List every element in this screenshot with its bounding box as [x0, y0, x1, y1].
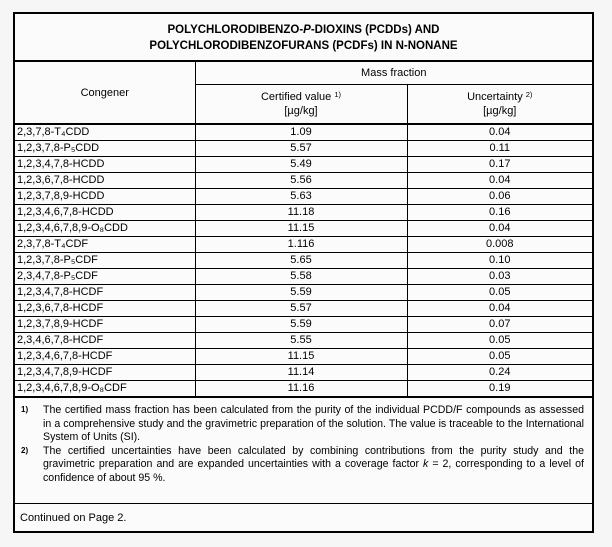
- congener-cell: 2,3,7,8-T₄CDD: [15, 124, 195, 141]
- table-row: [15, 269, 592, 285]
- certified-value-cell: 5.63: [195, 189, 407, 205]
- footnote-2-text-post: = 2, corresponding to a level of confidence of about 95 %.: [43, 458, 584, 484]
- table-row: [15, 124, 592, 141]
- uncertainty-cell: 0.03: [407, 269, 592, 285]
- uncertainty-cell: 0.04: [407, 221, 592, 237]
- congener-cell: 1,2,3,4,7,8,9-HCDF: [15, 365, 195, 381]
- uncertainty-cell: 0.17: [407, 157, 592, 173]
- congener-cell: 1,2,3,7,8,9-HCDF: [15, 317, 195, 333]
- uncertainty-cell: 0.24: [407, 365, 592, 381]
- footnote-1-ref: 1): [334, 89, 342, 99]
- congener-cell: 1,2,3,4,7,8-HCDD: [15, 157, 195, 173]
- title-line1-pre: POLYCHLORODIBENZO-: [167, 24, 304, 36]
- mass-fraction-header: Mass fraction: [195, 62, 592, 84]
- table-row: [15, 189, 592, 205]
- certified-value-cell: 5.56: [195, 173, 407, 189]
- certified-value-cell: 5.59: [195, 317, 407, 333]
- table-row: [15, 221, 592, 237]
- uncertainty-cell: 0.04: [407, 124, 592, 141]
- uncertainty-cell: 0.008: [407, 237, 592, 253]
- congener-cell: 1,2,3,4,7,8-HCDF: [15, 285, 195, 301]
- uncertainty-label: Uncertainty: [467, 90, 523, 103]
- uncertainty-cell: 0.04: [407, 301, 592, 317]
- header-row-mass-fraction: [15, 62, 592, 84]
- uncertainty-cell: 0.07: [407, 317, 592, 333]
- table-row: [15, 317, 592, 333]
- footnote-1: [21, 404, 584, 445]
- certificate-table-frame: [13, 12, 594, 533]
- congener-cell: 1,2,3,4,6,7,8-HCDF: [15, 349, 195, 365]
- certified-value-cell: 5.57: [195, 141, 407, 157]
- table-row: [15, 205, 592, 221]
- footnote-2-marker: 2): [21, 445, 29, 455]
- congener-cell: 2,3,4,7,8-P₅CDF: [15, 269, 195, 285]
- congener-cell: 1,2,3,4,6,7,8,9-O₈CDF: [15, 381, 195, 397]
- uncertainty-cell: 0.16: [407, 205, 592, 221]
- certified-value-cell: 5.57: [195, 301, 407, 317]
- page-title: [15, 14, 592, 62]
- certified-value-cell: 1.09: [195, 124, 407, 141]
- uncertainty-header: [407, 84, 592, 124]
- table-row: [15, 349, 592, 365]
- footnote-2: [21, 445, 584, 486]
- certified-value-cell: 5.65: [195, 253, 407, 269]
- certified-value-cell: 11.18: [195, 205, 407, 221]
- certified-value-label: Certified value: [260, 90, 332, 103]
- footnote-2-text-pre: The certified uncertainties have been calculated by combining contributions from the purity study and the gravimetric preparation and are expanded uncertainties with a coverage factor: [43, 444, 584, 471]
- footnotes-section: [15, 396, 592, 503]
- congener-cell: 1,2,3,6,7,8-HCDD: [15, 173, 195, 189]
- certified-value-header: [195, 84, 407, 124]
- uncertainty-cell: 0.05: [407, 349, 592, 365]
- certified-value-cell: 11.14: [195, 365, 407, 381]
- continued-note-text: Continued on Page 2.: [20, 511, 127, 524]
- congener-cell: 2,3,7,8-T₄CDF: [15, 237, 195, 253]
- table-row: [15, 333, 592, 349]
- title-line1-italic: P: [303, 24, 311, 36]
- certified-value-cell: 5.59: [195, 285, 407, 301]
- footnote-2-k-symbol: k: [423, 458, 429, 471]
- uncertainty-cell: 0.04: [407, 173, 592, 189]
- table-row: [15, 141, 592, 157]
- certified-value-cell: 1.116: [195, 237, 407, 253]
- certified-value-cell: 11.15: [195, 349, 407, 365]
- uncertainty-cell: 0.19: [407, 381, 592, 397]
- congener-column-header: Congener: [15, 62, 195, 124]
- uncertainty-cell: 0.11: [407, 141, 592, 157]
- table-row: [15, 285, 592, 301]
- certified-value-cell: 11.16: [195, 381, 407, 397]
- certified-value-cell: 5.49: [195, 157, 407, 173]
- congener-cell: 2,3,4,6,7,8-HCDF: [15, 333, 195, 349]
- certified-value-cell: 11.15: [195, 221, 407, 237]
- footnote-1-marker: 1): [21, 405, 29, 414]
- table-row: [15, 365, 592, 381]
- title-line-2: POLYCHLORODIBENZOFURANS (PCDFs) IN N-NONANE: [149, 40, 458, 52]
- uncertainty-cell: 0.05: [407, 333, 592, 349]
- footnote-2-ref: 2): [525, 89, 533, 99]
- congener-cell: 1,2,3,6,7,8-HCDF: [15, 301, 195, 317]
- table-row: [15, 381, 592, 397]
- table-row: [15, 173, 592, 189]
- congener-table: [15, 62, 592, 396]
- uncertainty-cell: 0.05: [407, 285, 592, 301]
- table-row: [15, 237, 592, 253]
- uncertainty-cell: 0.10: [407, 253, 592, 269]
- table-row: [15, 301, 592, 317]
- certified-value-cell: 5.58: [195, 269, 407, 285]
- certified-value-unit: [µg/kg]: [284, 104, 318, 117]
- footnote-1-text: The certified mass fraction has been calculated from the purity of the individual PCDD/F compounds as assessed in a comprehensive study and the gravimetric preparation of the solution. The value is traceable to the International System of Units (SI).: [43, 404, 584, 444]
- uncertainty-cell: 0.06: [407, 189, 592, 205]
- congener-cell: 1,2,3,4,6,7,8-HCDD: [15, 205, 195, 221]
- title-line-1: [15, 22, 592, 38]
- title-line1-post: -DIOXINS (PCDDs) AND: [310, 24, 440, 36]
- congener-cell: 1,2,3,7,8-P₅CDF: [15, 253, 195, 269]
- congener-cell: 1,2,3,4,6,7,8,9-O₈CDD: [15, 221, 195, 237]
- certified-value-cell: 5.55: [195, 333, 407, 349]
- congener-cell: 1,2,3,7,8,9-HCDD: [15, 189, 195, 205]
- continued-note: [15, 503, 592, 531]
- table-row: [15, 157, 592, 173]
- uncertainty-unit: [µg/kg]: [483, 104, 517, 117]
- congener-cell: 1,2,3,7,8-P₅CDD: [15, 141, 195, 157]
- table-row: [15, 253, 592, 269]
